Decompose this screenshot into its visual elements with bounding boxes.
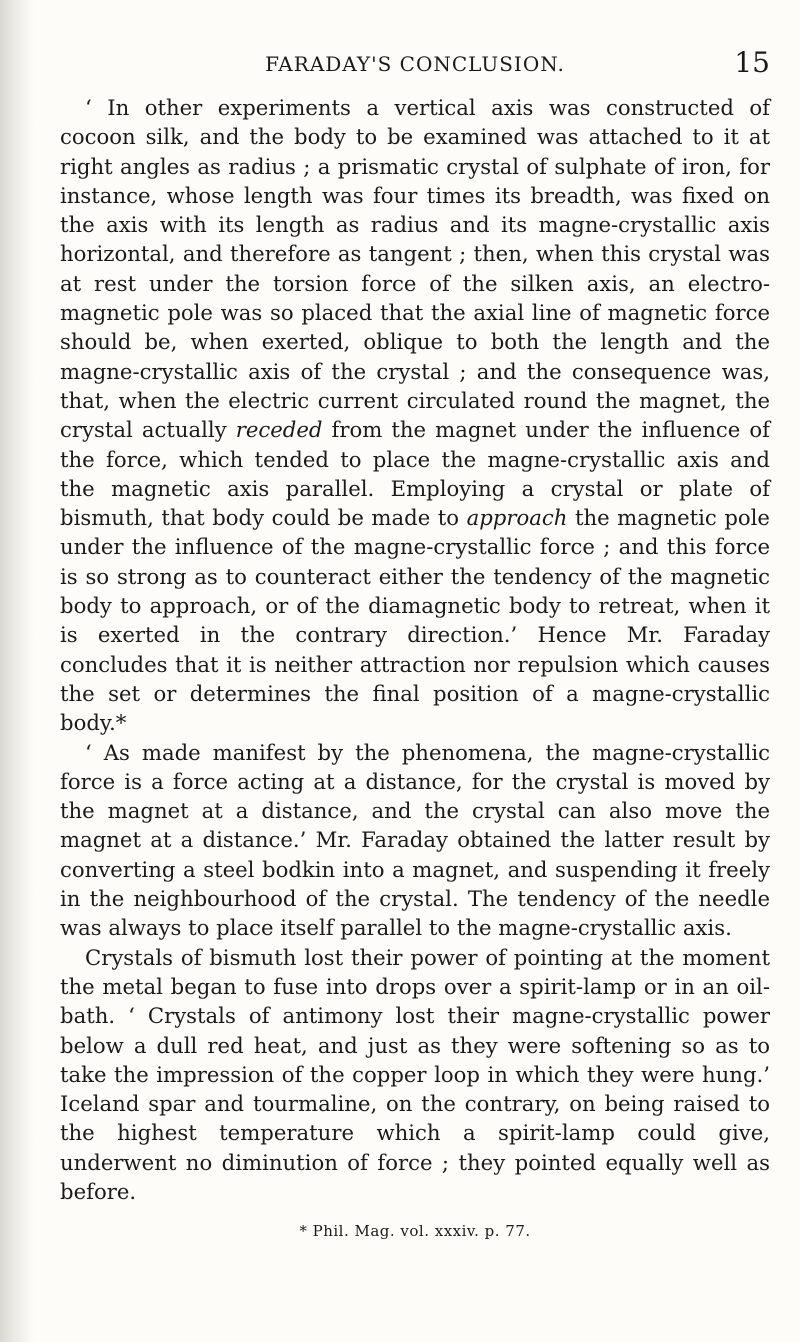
body-text [60,93,770,1206]
paragraph-1-part-a: ‘ In other experiments a vertical axis was constructed of cocoon silk, and the body to be examined was attached to it at right angles as radius ; a prismatic crystal of sulphate of iron, for instance, whose length was four times its breadth, was fixed on the axis with its length as radius and its magne-crystallic axis horizontal, and therefore as tangent ; then, when this crystal was at rest under the torsion force of the silken axis, an electro-magnetic pole was so placed that the axial line of magnetic force should be, when exerted, oblique to both the length and the magne-crystallic axis of the crystal ; and the consequence was, that, when the electric current circulated round the magnet, the crystal actually [60,95,770,443]
footnote: * Phil. Mag. vol. xxxiv. p. 77. [299,1222,531,1240]
running-head: FARADAY'S CONCLUSION. [265,52,565,76]
italic-receded: receded [235,417,323,443]
paragraph-1 [60,93,770,738]
page-header [60,44,770,84]
paragraph-1-part-c: the magnetic pole under the influence of the magne-crystallic force ; and this force is so strong as to counteract either the tendency of the magnetic body to approach, or of the diamagnetic body to retreat, when it is exerted in the contrary direction.’ Hence Mr. Faraday concludes that it is neither attraction nor repulsion which causes the set or determines the final position of a magne-crystallic body.* [60,505,770,736]
paragraph-1-part-b: from the magnet under the influence of the force, which tended to place the magne-crystallic axis and the magnetic axis parallel. Employing a crystal or plate of bismuth, that body could be made to [60,417,770,531]
paragraph-3: Crystals of bismuth lost their power of pointing at the moment the metal began to fuse into drops over a spirit-lamp or in an oil-bath. ‘ Crystals of antimony lost their magne-crystallic power below a dull red heat, and just as they were softening so as to take the impression of the copper loop in which they were hung.’ Iceland spar and tourmaline, on the contrary, on being raised to the highest temperature which a spirit-lamp could give, underwent no diminution of force ; they pointed equally well as before. [60,944,770,1204]
binding-shadow [0,0,34,1342]
italic-approach: approach [466,505,568,531]
page-number: 15 [734,46,770,79]
paragraph-2: ‘ As made manifest by the phenomena, the magne-crystallic force is a force acting at a distance, for the crystal is moved by the magnet at a distance, and the crystal can also move the magnet at a distance.’ Mr. Faraday obtained the latter result by converting a steel bodkin into a magnet, and suspending it freely in the neighbourhood of the crystal. The tendency of the needle was always to place itself parallel to the magne-crystallic axis. [60,739,770,941]
